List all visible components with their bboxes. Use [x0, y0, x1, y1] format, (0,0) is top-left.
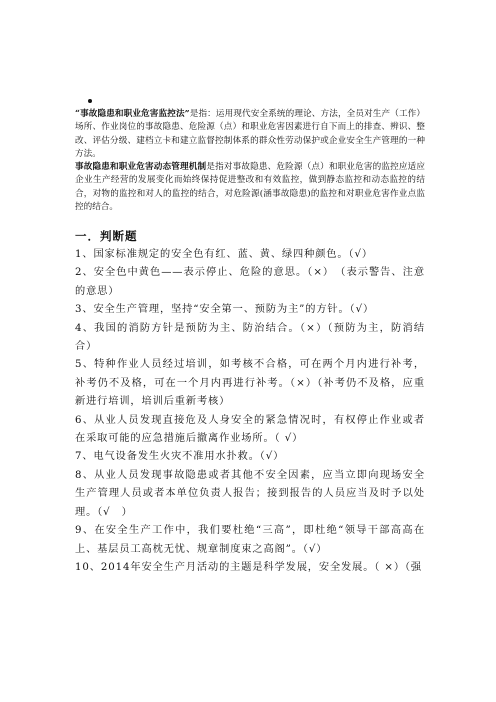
- intro-term-2: 事故隐患和职业危害动态管理机制: [75, 162, 207, 173]
- question-item: 6、从业人员发现直接危及人身安全的紧急情况时，有权停止作业或者在采取可能的应急措施后撤离作业场所。（ √）: [75, 414, 425, 445]
- question-item: 9、在安全生产工作中，我们要杜绝“三高”，即杜绝“领导干部高高在上、基层员工高枕无忧、规章制度束之高阁”。（√）: [75, 525, 425, 555]
- intro-section: [75, 108, 425, 214]
- question-item: 1、国家标准规定的安全色有红、蓝、黄、绿四种颜色。（√）: [75, 249, 373, 260]
- bullet-mark: [88, 99, 92, 103]
- question-item: 5、特种作业人员经过培训，如考核不合格，可在两个月内进行补考，补考仍不及格，可在一个月内再进行补考。（×）（补考仍不及格，应重新进行培训，培训后重新考核）: [75, 359, 425, 408]
- question-list: [75, 246, 425, 577]
- intro-text-1: 是指：运用现代安全系统的理论、方法，全员对生产（工作）场所、作业岗位的事故隐患、危险源（点）和职业危害因素进行自下而上的排查、辨识、整改、评估分级、建档立卡和建立监督控制体系的群众性劳动保护或企业安全生产管理的一种方法。: [75, 109, 425, 159]
- question-item: 4、我国的消防方针是预防为主、防治结合。（×）（预防为主，防消结合）: [75, 322, 425, 353]
- intro-term-1: “事故隐患和职业危害监控法”: [75, 109, 190, 119]
- intro-paragraph-2: [75, 161, 425, 214]
- question-item: 2、安全色中黄色——表示停止、危险的意思。（×） （表示警告、注意的意思）: [75, 267, 425, 297]
- question-item: 3、安全生产管理，坚持“安全第一、预防为主”的方针。（√）: [75, 304, 375, 316]
- intro-paragraph-1: [75, 108, 425, 161]
- intro-text-2: 是指对事故隐患、危险源（点）和职业危害的监控应适应企业生产经营的发展变化而始终保持促进整改和有效监控，做到静态监控和动态监控的结合，对物的监控和对人的监控的结合，对危险源(涵事故隐患)的监控和对职业危害作业点监控的结合。: [75, 162, 425, 213]
- question-item: 7、电气设备发生火灾不准用水扑救。（√）: [75, 451, 285, 463]
- question-item: 8、从业人员发现事故隐患或者其他不安全因素，应当立即向现场安全生产管理人员或者本单位负责人报告；接到报告的人员应当及时予以处理。（√ ）: [75, 469, 425, 518]
- question-item: 10、2014年安全生产月活动的主题是科学发展，安全发展。（ ×）（强: [75, 561, 423, 573]
- section-title: 一．判断题: [75, 229, 138, 243]
